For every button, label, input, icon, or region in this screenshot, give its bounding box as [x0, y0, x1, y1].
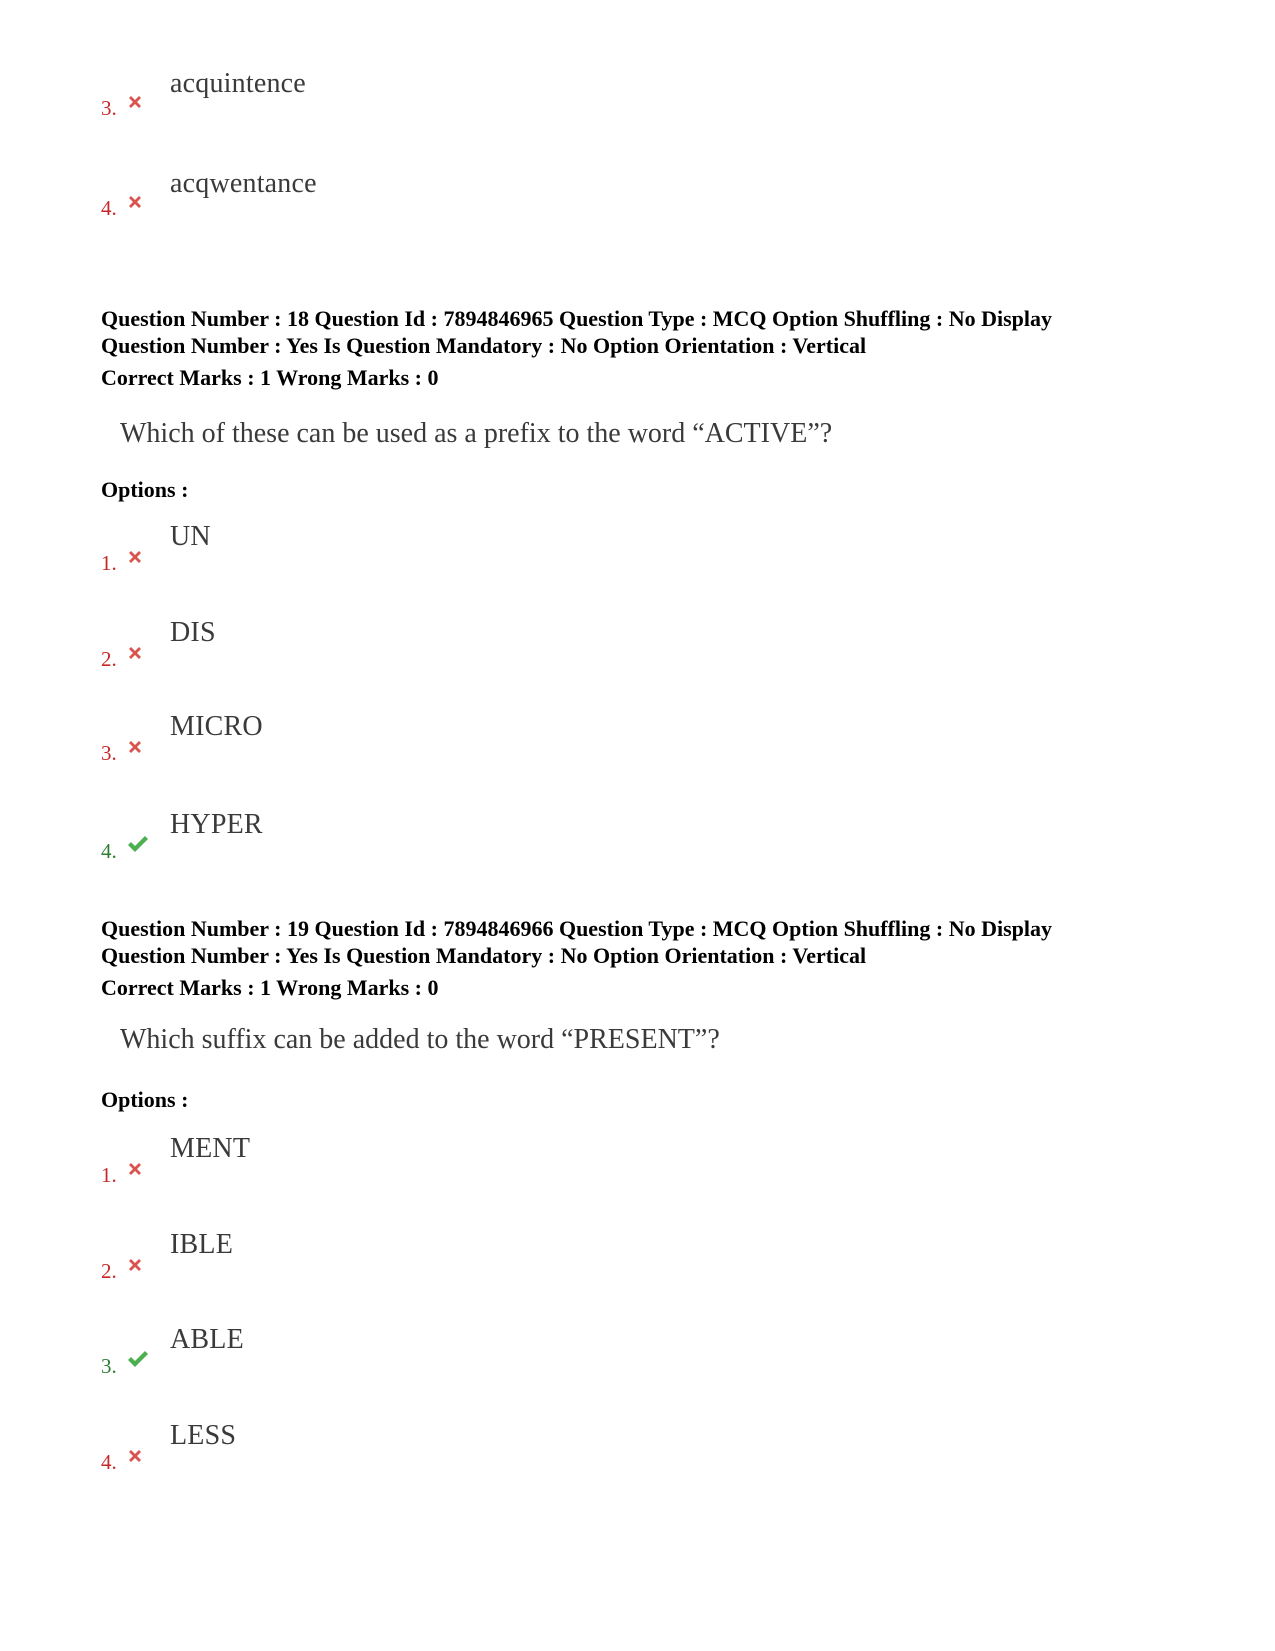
option-text: HYPER — [170, 809, 263, 840]
check-icon — [126, 833, 148, 855]
option-number: 3. — [101, 1354, 117, 1378]
cross-icon — [126, 1160, 148, 1182]
option-text: DIS — [170, 617, 216, 648]
option-item — [0, 611, 1275, 701]
question-text: Which suffix can be added to the word “PRESENT”? — [120, 1024, 720, 1055]
option-text: ABLE — [170, 1324, 244, 1355]
question-meta — [101, 305, 1221, 359]
question-meta — [101, 915, 1221, 969]
option-item — [0, 1127, 1275, 1217]
option-text: MICRO — [170, 711, 263, 742]
option-item — [0, 515, 1275, 605]
question-text: Which of these can be used as a prefix to the word “ACTIVE”? — [120, 418, 833, 449]
option-item — [0, 1414, 1275, 1504]
option-number: 1. — [101, 551, 117, 575]
cross-icon — [126, 1256, 148, 1278]
option-text: LESS — [170, 1420, 237, 1451]
option-item — [0, 1320, 1275, 1410]
option-item — [0, 805, 1275, 895]
option-item — [0, 1223, 1275, 1313]
option-text: IBLE — [170, 1229, 234, 1260]
question-meta-line: Question Number : Yes Is Question Mandatory : No Option Orientation : Vertical — [101, 943, 867, 968]
options-label: Options : — [101, 1087, 189, 1112]
option-item — [0, 160, 1275, 250]
question-marks: Correct Marks : 1 Wrong Marks : 0 — [101, 365, 439, 390]
option-number: 3. — [101, 741, 117, 765]
option-number: 3. — [101, 96, 117, 120]
cross-icon — [126, 193, 148, 215]
option-item — [0, 705, 1275, 795]
option-number: 1. — [101, 1163, 117, 1187]
cross-icon — [126, 738, 148, 760]
option-text: acquintence — [170, 68, 306, 99]
question-meta-line: Question Number : Yes Is Question Mandatory : No Option Orientation : Vertical — [101, 333, 867, 358]
question-marks: Correct Marks : 1 Wrong Marks : 0 — [101, 975, 439, 1000]
option-text: acqwentance — [170, 168, 317, 199]
option-number: 2. — [101, 1259, 117, 1283]
option-number: 4. — [101, 196, 117, 220]
option-text: UN — [170, 521, 211, 552]
cross-icon — [126, 548, 148, 570]
options-label: Options : — [101, 477, 189, 502]
option-item — [0, 60, 1275, 150]
option-number: 2. — [101, 647, 117, 671]
option-number: 4. — [101, 1450, 117, 1474]
check-icon — [126, 1348, 148, 1370]
question-meta-line: Question Number : 19 Question Id : 7894846966 Question Type : MCQ Option Shuffling : No Display — [101, 916, 1053, 941]
option-text: MENT — [170, 1133, 251, 1164]
cross-icon — [126, 93, 148, 115]
option-number: 4. — [101, 839, 117, 863]
cross-icon — [126, 644, 148, 666]
cross-icon — [126, 1447, 148, 1469]
question-meta-line: Question Number : 18 Question Id : 7894846965 Question Type : MCQ Option Shuffling : No Display — [101, 306, 1053, 331]
